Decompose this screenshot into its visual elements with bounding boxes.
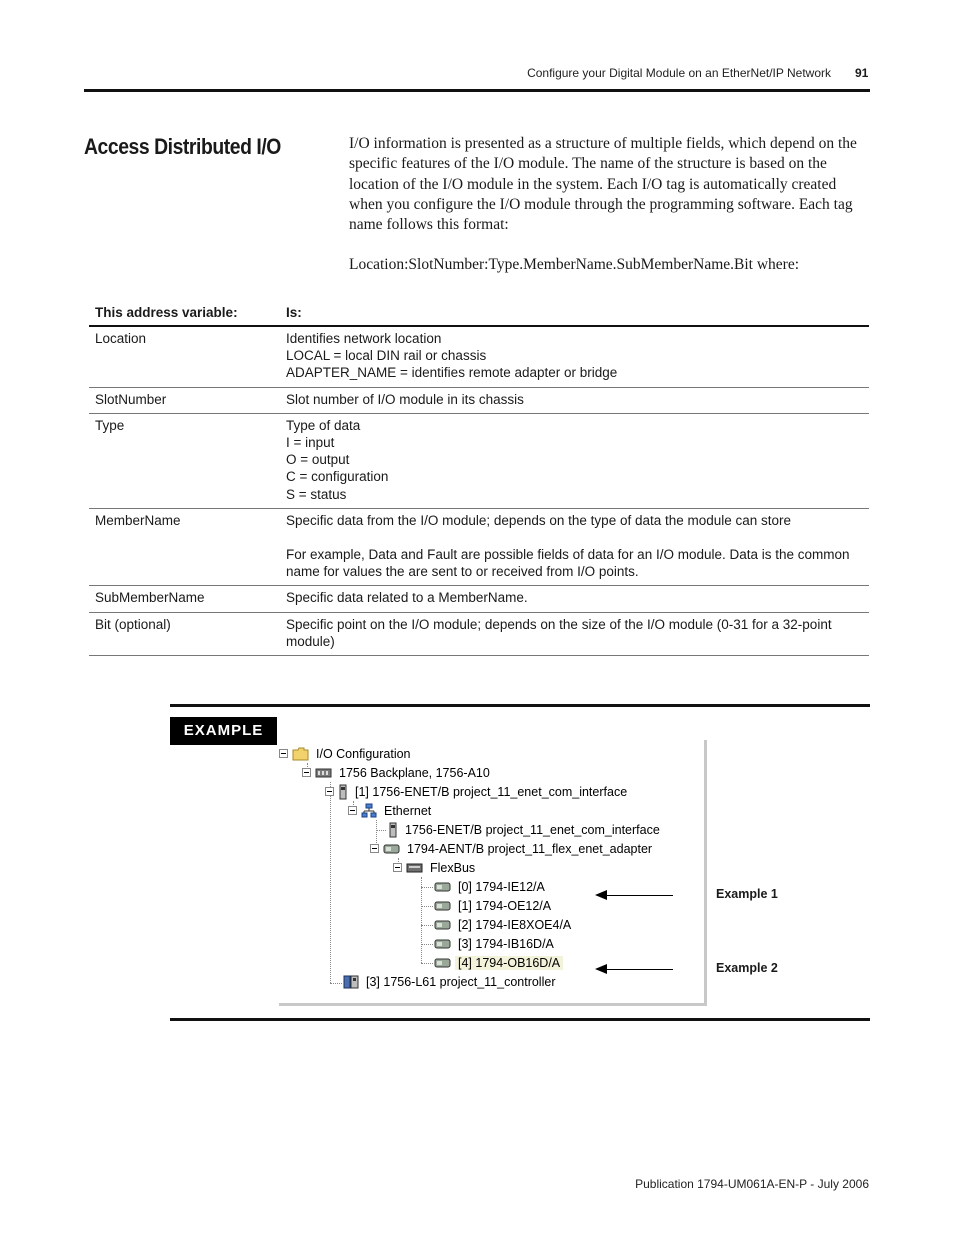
variable-description	[280, 326, 869, 387]
variable-name: Bit (optional)	[89, 612, 280, 655]
tag-format-line: Location:SlotNumber:Type.MemberName.SubMemberName.Bit where:	[349, 256, 800, 273]
tree-node-label: [3] 1756-L61 project_11_controller	[366, 974, 556, 989]
tree-connector	[421, 877, 422, 963]
tree-node-io-module[interactable]	[434, 896, 554, 915]
variable-description	[280, 387, 869, 413]
tree-node-io-module[interactable]	[434, 915, 574, 934]
tree-node-controller[interactable]	[343, 972, 558, 991]
tree-node-label: [2] 1794-IE8XOE4/A	[458, 917, 572, 932]
tree-node-label: [1] 1794-OE12/A	[458, 898, 552, 913]
callout-label-1: Example 1	[716, 887, 778, 901]
variable-description	[280, 508, 869, 586]
table-header-row	[89, 302, 869, 326]
variable-name: MemberName	[89, 508, 280, 586]
tree-connector	[421, 906, 433, 907]
collapse-toggle[interactable]	[325, 787, 334, 796]
description-line: Specific point on the I/O module; depends on the size of the I/O module (0-31 for a 32-point module)	[286, 616, 832, 649]
variable-name: SubMemberName	[89, 586, 280, 612]
collapse-toggle[interactable]	[279, 749, 288, 758]
collapse-toggle[interactable]	[302, 768, 311, 777]
folder-icon	[292, 747, 309, 761]
callout-label-2: Example 2	[716, 961, 778, 975]
tree-node-label: [4] 1794-OB16D/A	[455, 956, 563, 970]
tree-node-label: I/O Configuration	[316, 746, 411, 761]
tree-connector	[421, 963, 433, 964]
variable-description	[280, 586, 869, 612]
callout-arrow-1	[597, 895, 673, 896]
tree-node-label: Ethernet	[384, 803, 432, 818]
tree-node-backplane[interactable]	[302, 763, 493, 782]
paragraph-gap	[286, 529, 863, 546]
column-header-is: Is:	[280, 302, 869, 326]
tree-node-label: [1] 1756-ENET/B project_11_enet_com_interface	[355, 784, 628, 799]
tree-node-label: [3] 1794-IB16D/A	[458, 936, 554, 951]
tree-node-io-configuration[interactable]	[279, 744, 414, 763]
io-module-icon	[434, 919, 451, 931]
description-line: C = configuration	[286, 469, 389, 485]
variable-name: Location	[89, 326, 280, 387]
io-module-icon	[434, 938, 451, 950]
description-line: O = output	[286, 452, 350, 468]
table-row	[89, 508, 869, 586]
variable-description	[280, 612, 869, 655]
example-bottom-rule	[170, 1018, 870, 1021]
collapse-toggle[interactable]	[393, 863, 402, 872]
collapse-toggle[interactable]	[370, 844, 379, 853]
column-header-variable: This address variable:	[89, 302, 280, 326]
module-icon	[338, 784, 348, 800]
tree-node-label: FlexBus	[430, 860, 476, 875]
tree-node-flexbus[interactable]	[393, 858, 478, 877]
io-module-icon	[434, 957, 451, 969]
variable-description	[280, 413, 869, 508]
io-configuration-tree	[279, 740, 707, 1006]
tree-node-io-module-selected[interactable]	[434, 953, 563, 972]
table-row	[89, 387, 869, 413]
tree-node-label: 1756 Backplane, 1756-A10	[339, 765, 490, 780]
tree-connector	[421, 944, 433, 945]
callout-arrow-2	[597, 969, 673, 970]
io-module-icon	[434, 881, 451, 893]
tree-node-ethernet[interactable]	[348, 801, 434, 820]
description-line: Specific data related to a MemberName.	[286, 590, 528, 606]
tree-connector	[421, 925, 433, 926]
description-line: S = status	[286, 486, 347, 502]
tree-connector	[330, 782, 331, 983]
description-extra: For example, Data and Fault are possible fields of data for an I/O module. Data is the common name for values the are sent to or received from I/O points.	[286, 547, 850, 580]
description-line: Slot number of I/O module in its chassis	[286, 391, 524, 407]
tree-node-enet-module[interactable]	[325, 782, 630, 801]
table-row	[89, 612, 869, 655]
tree-node-io-module[interactable]	[434, 934, 557, 953]
description-line: Type of data	[286, 417, 361, 433]
controller-icon	[343, 974, 359, 990]
variable-name: Type	[89, 413, 280, 508]
module-icon	[388, 822, 398, 838]
publication-footer: Publication 1794-UM061A-EN-P - July 2006	[635, 1177, 869, 1191]
bus-icon	[406, 862, 423, 874]
io-module-icon	[434, 900, 451, 912]
tree-connector	[421, 887, 433, 888]
table-row	[89, 326, 869, 387]
tree-connector	[330, 983, 342, 984]
tree-node-io-module[interactable]	[434, 877, 548, 896]
page-number: 91	[855, 66, 869, 80]
description-line: Identifies network location	[286, 331, 442, 346]
collapse-toggle[interactable]	[348, 806, 357, 815]
address-variable-table	[89, 302, 869, 656]
description-line: I = input	[286, 435, 335, 451]
intro-paragraph: I/O information is presented as a structure of multiple fields, which depend on the specific features of the I/O module. The name of the structure is based on the location of the I/O module in the system. Each I/O tag is automatically created when you configure the I/O module through the programming software. Each tag name follows this format:	[349, 135, 857, 234]
example-badge: EXAMPLE	[170, 717, 277, 745]
section-title: Access Distributed I/O	[84, 134, 281, 159]
running-header: Configure your Digital Module on an EtherNet/IP Network	[527, 66, 831, 80]
network-icon	[361, 803, 377, 818]
variable-name: SlotNumber	[89, 387, 280, 413]
description-line: ADAPTER_NAME = identifies remote adapter or bridge	[286, 365, 618, 381]
adapter-icon	[383, 843, 400, 855]
tree-node-label: 1794-AENT/B project_11_flex_enet_adapter	[407, 841, 653, 856]
example-top-rule	[170, 704, 870, 707]
tree-connector	[376, 830, 386, 831]
description-line: LOCAL = local DIN rail or chassis	[286, 348, 487, 364]
backplane-icon	[315, 767, 332, 779]
table-row	[89, 413, 869, 508]
table-row	[89, 586, 869, 612]
tree-node-label: [0] 1794-IE12/A	[458, 879, 545, 894]
tree-node-enet-interface[interactable]	[388, 820, 663, 839]
header-rule	[84, 89, 870, 92]
tree-node-label: 1756-ENET/B project_11_enet_com_interface	[405, 822, 660, 837]
description-line: Specific data from the I/O module; depends on the type of data the module can store	[286, 512, 792, 528]
tree-node-flex-adapter[interactable]	[370, 839, 655, 858]
